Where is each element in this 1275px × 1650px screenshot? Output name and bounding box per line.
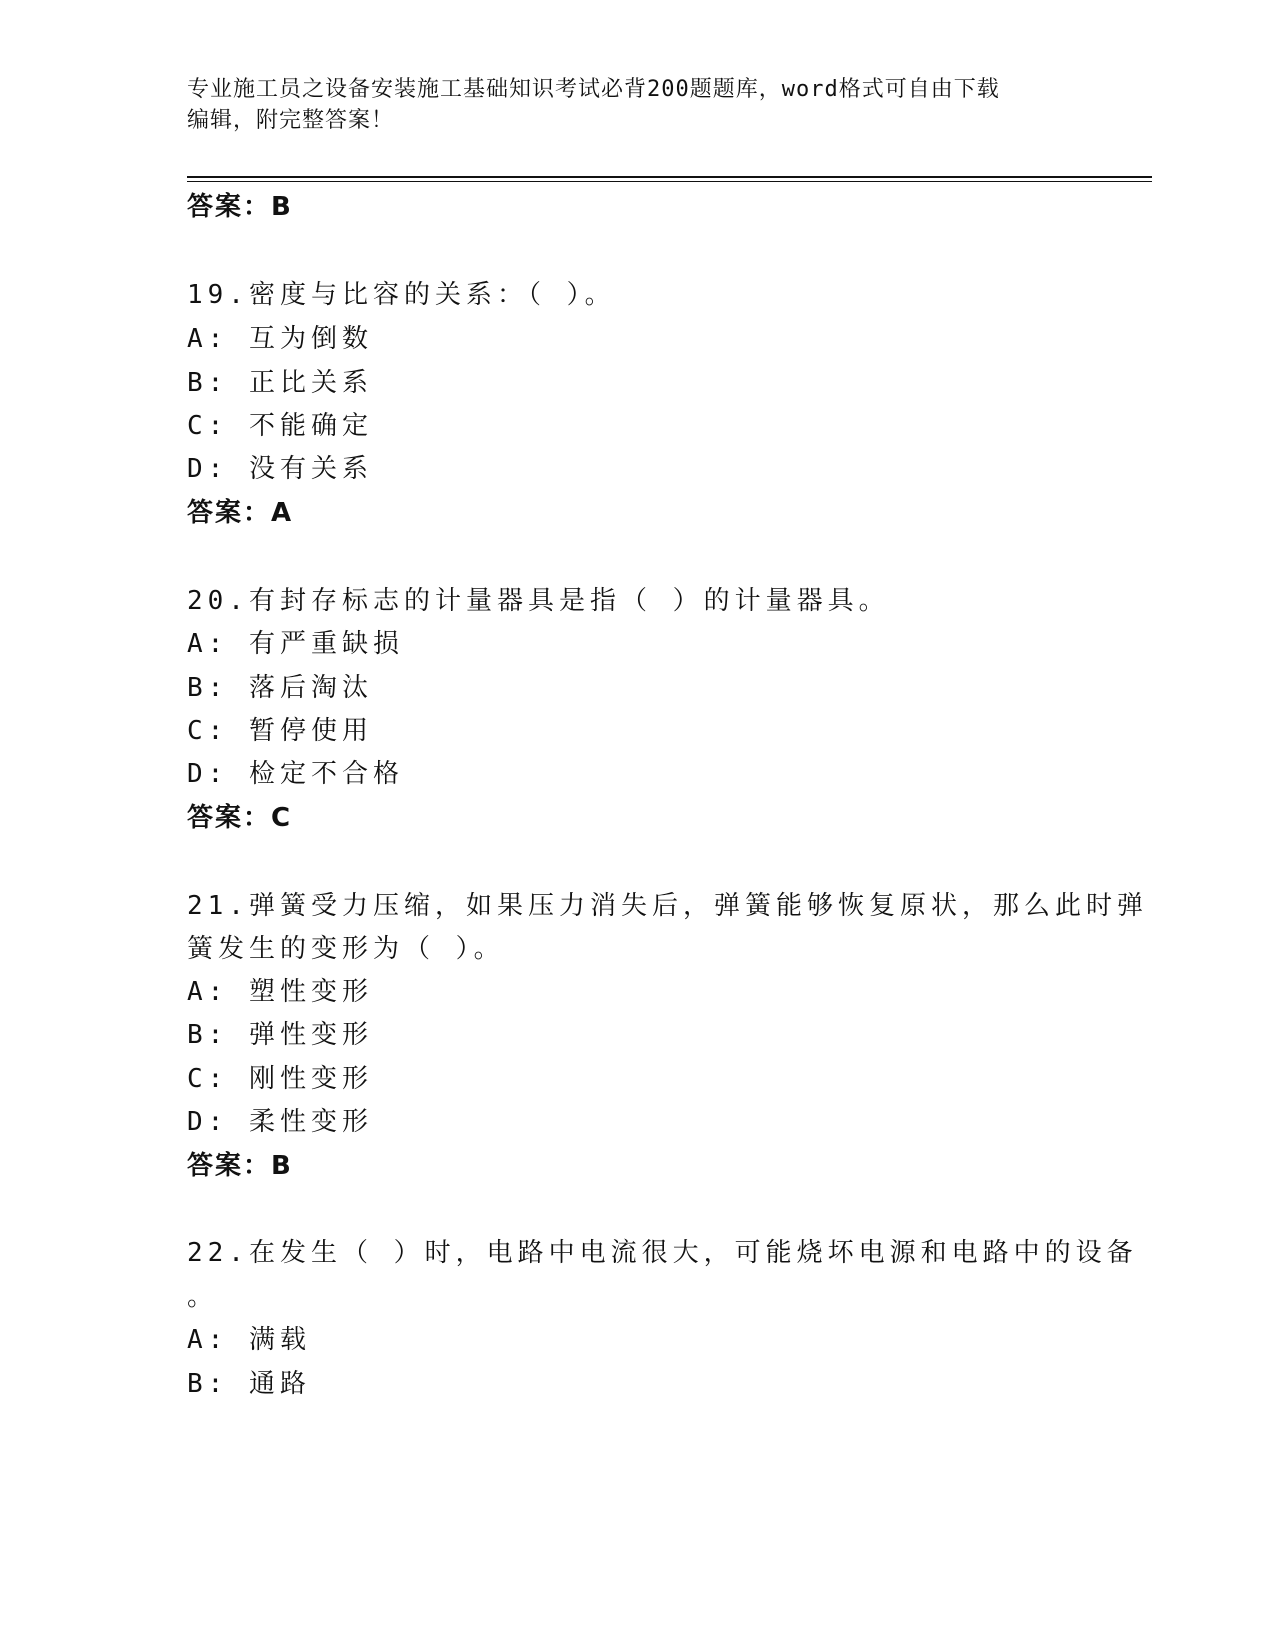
- question-20-stem: 20.有封存标志的计量器具是指（ ）的计量器具。: [187, 586, 890, 616]
- question-20-option-a: A: 有严重缺损: [187, 629, 404, 659]
- question-22-stem: 22.在发生（ ）时，电路中电流很大，可能烧坏电源和电路中的设备: [187, 1238, 1138, 1268]
- question-21-stem-continued: 簧发生的变形为（ ）。: [187, 934, 505, 964]
- header-divider-thick: [187, 176, 1152, 178]
- question-21-option-c: C: 刚性变形: [187, 1064, 373, 1094]
- question-21-option-b: B: 弹性变形: [187, 1020, 373, 1050]
- question-21-option-d: D: 柔性变形: [187, 1107, 373, 1137]
- question-19-option-a: A: 互为倒数: [187, 324, 373, 354]
- document-header: [187, 74, 1057, 136]
- question-19-option-c: C: 不能确定: [187, 411, 373, 441]
- question-21-answer: 答案：B: [187, 1151, 293, 1181]
- question-20-option-d: D: 检定不合格: [187, 759, 404, 789]
- previous-answer: 答案：B: [187, 192, 293, 222]
- question-19-option-d: D: 没有关系: [187, 454, 373, 484]
- question-19-stem: 19.密度与比容的关系：（ ）。: [187, 280, 616, 310]
- question-21-option-a: A: 塑性变形: [187, 977, 373, 1007]
- question-21-stem: 21.弹簧受力压缩，如果压力消失后，弹簧能够恢复原状，那么此时弹: [187, 891, 1148, 921]
- question-19-answer: 答案：A: [187, 498, 294, 528]
- header-divider-thin: [187, 181, 1152, 182]
- question-20-answer: 答案：C: [187, 803, 293, 833]
- question-22-option-a: A: 满载: [187, 1325, 311, 1355]
- header-description-line-1: 专业施工员之设备安装施工基础知识考试必背200题题库，word格式可自由下载: [187, 77, 1000, 102]
- question-19-option-b: B: 正比关系: [187, 368, 373, 398]
- question-20-option-c: C: 暂停使用: [187, 716, 373, 746]
- question-22-stem-continued: 。: [187, 1282, 219, 1312]
- header-description-line-2: 编辑，附完整答案！: [187, 108, 395, 133]
- question-20-option-b: B: 落后淘汰: [187, 673, 373, 703]
- question-22-option-b: B: 通路: [187, 1369, 311, 1399]
